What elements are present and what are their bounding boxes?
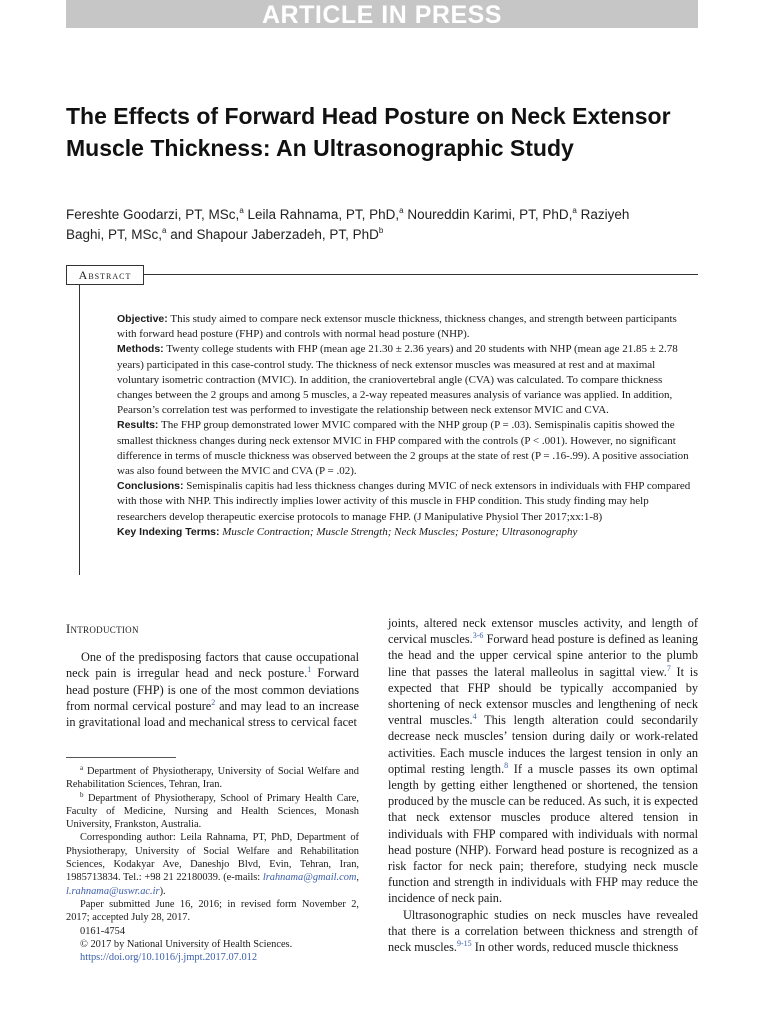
affiliation-a [66, 765, 359, 792]
abstract-label: Abstract [66, 265, 144, 285]
affiliation-text: Department of Physiotherapy, University of Social Welfare and Rehabilitation Sciences, Tehran, Iran. [66, 766, 359, 791]
doi-link[interactable] [66, 951, 359, 964]
affiliation-mark: a [572, 206, 577, 215]
text-run: , [356, 872, 359, 884]
citation-link[interactable]: 7 [666, 663, 671, 673]
abstract-conclusions [117, 479, 697, 525]
abstract-keywords [117, 525, 697, 540]
intro-paragraph [66, 649, 359, 730]
citation-link[interactable]: 8 [504, 760, 509, 770]
body-paragraph [388, 907, 698, 956]
issn: 0161-4754 [80, 925, 126, 937]
text-run: Ultrasonographic studies on neck muscles have revealed that there is a correlation between thickness and strength of neck muscles. [388, 907, 698, 955]
text-run: In other words, reduced muscle thickness [471, 940, 679, 955]
abstract-item-text: Twenty college students with FHP (mean age 21.30 ± 2.36 years) and 20 students with NHP (mean age 21.85 ± 2.78 years) participated in this case-control study. The thickness of neck extensor muscles was measured at rest and at maximal voluntary isometric contraction (MVIC). In addition, the craniovertebral angle (CVA) was calculated. To compare thickness changes between the 2 groups and among 5 muscles, a 2-way repeated measures analysis of variance was applied. In addition, Pearson’s correlation test was performed to investigate the relationship between neck extensor MVIC and CVA. [117, 343, 678, 417]
submission-dates: Paper submitted June 16, 2016; in revised form November 2, 2017; accepted July 28, 2017. [66, 898, 359, 924]
author-name: Leila Rahnama, PT, PhD, [247, 207, 400, 222]
affiliation-mark: b [80, 790, 84, 799]
author-list [66, 205, 666, 245]
citation-link[interactable]: 3-6 [472, 631, 484, 641]
abstract-item-label: Methods: [117, 343, 164, 356]
article-in-press-banner: ARTICLE IN PRESS [66, 0, 698, 28]
text-run: One of the predisposing factors that cause occupational neck pain is irregular head and neck posture. [66, 650, 359, 681]
author-name: Fereshte Goodarzi, PT, MSc, [66, 207, 240, 222]
affiliation-text: Department of Physiotherapy, School of Primary Health Care, Faculty of Medicine, Nursing and Health Sciences, Monash University, Frankston, Australia. [66, 792, 359, 831]
text-run: joints, altered neck extensor muscles activity, and length of cervical muscles. [388, 616, 698, 647]
text-run: Forward head posture is defined as leaning the head and the upper cervical spine anterior to the plumb line that passes the lateral malleolus in sagittal view. [388, 632, 698, 679]
right-column [388, 615, 698, 955]
text-run: Corresponding author: Leila Rahnama, PT, PhD, Department of Physiotherapy, University of Social Welfare and Rehabilitation Sciences, Kodakyar Ave, Daneshjo Blvd, Evin, Tehran, Iran, 1985713834. Tel.: +98 21 22180039. (e-mails: [66, 832, 359, 884]
abstract-item-label: Conclusions: [117, 480, 184, 493]
keywords-label: Key Indexing Terms: [117, 525, 220, 538]
left-column [66, 615, 359, 730]
corresponding-author [66, 831, 359, 897]
affiliation-mark: a [80, 764, 84, 772]
article-title: The Effects of Forward Head Posture on Neck Extensor Muscle Thickness: An Ultrasonographic Study [66, 103, 671, 161]
author-name: Noureddin Karimi, PT, PhD, [407, 207, 573, 222]
abstract-item-text: This study aimed to compare neck extensor muscle thickness, thickness changes, and strength between participants with forward head posture (FHP) and controls with normal head posture (NHP). [117, 313, 677, 341]
affiliation-mark: a [239, 206, 244, 215]
email-link[interactable]: lrahnama@gmail.com [262, 872, 357, 884]
affiliation-mark: b [378, 226, 384, 235]
text-run: It is expected that FHP should be typically accompanied by shortening of neck extensor muscles and lengthening of neck ventral muscles. [388, 664, 698, 728]
footnote-rule [66, 757, 176, 758]
author-name: Raziyeh Baghi, PT, MSc, [66, 207, 630, 242]
citation-link[interactable]: 9-15 [456, 939, 472, 949]
abstract-item-text: The FHP group demonstrated lower MVIC compared with the NHP group (P = .03). Semispinalis capitis showed the smallest thickness changes during neck extensor MVIC in FHP compared with the controls (P < .001). However, no significant difference in terms of muscle thickness was observed between the 2 groups at the state of rest (P = .16-.99). A positive association was also found between the MVIC and CVA (P = .02). [117, 419, 689, 478]
author-name: Shapour Jaberzadeh, PT, PhD [196, 227, 379, 242]
keywords-text: Muscle Contraction; Muscle Strength; Neck Muscles; Posture; Ultrasonography [222, 525, 578, 538]
text-run: ). [159, 885, 166, 897]
affiliation-mark: a [162, 226, 167, 235]
affiliation-mark: a [399, 206, 404, 215]
doi-url[interactable]: https://doi.org/10.1016/j.jmpt.2017.07.012 [80, 952, 258, 964]
abstract-item-text: Semispinalis capitis had less thickness changes during MVIC of neck extensors in individuals with FHP compared with those with NHP. This indirectly implies lower activity of this muscle in FHP condition. This study finding may help researchers develop therapeutic exercise protocols to manage FHP. (J Manipulative Physiol Ther 2017;xx:1-8) [117, 480, 691, 523]
abstract-rule [144, 274, 698, 275]
affiliation-b [66, 792, 359, 832]
abstract-methods [117, 342, 697, 418]
text-run: This length alteration could secondarily decrease neck muscles’ tension during daily or work-related activities. Each muscle induces the largest tension in only an optimal resting length. [388, 713, 698, 776]
text-run: Forward head posture (FHP) is one of the most common deviations from normal cervical posture [66, 666, 359, 713]
copyright: © 2017 by National University of Health Sciences. [80, 938, 293, 950]
citation-link[interactable]: 1 [307, 665, 312, 675]
citation-link[interactable]: 2 [211, 697, 216, 707]
email-link[interactable]: l.rahnama@uswr.ac.ir [66, 885, 160, 897]
author-separator: and [166, 227, 197, 242]
abstract-results [117, 418, 697, 479]
abstract-item-label: Objective: [117, 313, 168, 325]
abstract-side-rule [79, 285, 80, 575]
abstract-objective [117, 312, 697, 342]
abstract-item-label: Results: [117, 419, 159, 432]
body-paragraph [388, 615, 698, 907]
abstract-body [117, 312, 697, 540]
text-run: and may lead to an increase in gravitational load and mechanical stress to cervical facet [66, 698, 359, 730]
introduction-heading: Introduction [66, 622, 139, 636]
text-run: If a muscle passes its own optimal length by getting either lengthened or shortened, the tension produced by the muscle can be reduced. As such, it is expected that neck extensor muscles produce altered tension in individuals with FHP compared with individuals with normal head posture (NHP). Forward head posture is recognized as a risk factor for neck pain; therefore, studying neck muscle function and strength in individuals with FHP may reduce the incidence of neck pain. [388, 761, 698, 906]
footnotes [66, 765, 359, 964]
citation-link[interactable]: 4 [472, 712, 477, 722]
